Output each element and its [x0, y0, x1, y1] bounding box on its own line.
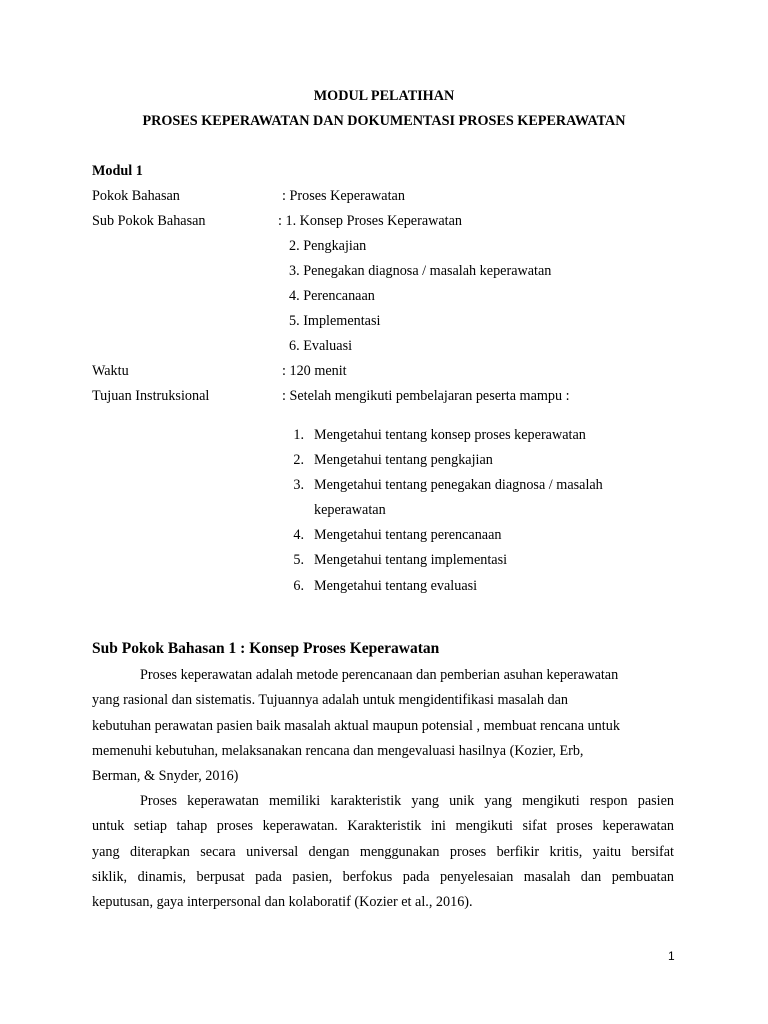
paragraph-line: kebutuhan perawatan pasien baik masalah aktual maupun potensial , membuat rencana untuk	[92, 717, 620, 734]
paragraph-line: Proses keperawatan adalah metode perencanaan dan pemberian asuhan keperawatan	[140, 667, 619, 683]
objective-number: 2.	[293, 452, 304, 468]
objective-number: 6.	[293, 578, 304, 594]
sub-pokok-item: : 1. Konsep Proses Keperawatan	[278, 213, 462, 229]
sub-pokok-item: 2. Pengkajian	[289, 238, 367, 254]
paragraph-line: Proses keperawatan memiliki karakteristik yang unik yang mengikuti respon pasien	[140, 793, 674, 809]
document-title: MODUL PELATIHAN	[313, 88, 455, 104]
objective-text: Mengetahui tentang konsep proses keperawatan	[314, 427, 586, 443]
objective-number: 3.	[293, 477, 304, 493]
paragraph-line: memenuhi kebutuhan, melaksanakan rencana dan mengevaluasi hasilnya (Kozier, Erb,	[92, 742, 584, 759]
paragraph-line: yang rasional dan sistematis. Tujuannya adalah untuk mengidentifikasi masalah dan	[92, 692, 568, 709]
objective-text: Mengetahui tentang evaluasi	[314, 578, 478, 594]
pokok-bahasan-label: Pokok Bahasan	[92, 188, 180, 204]
waktu-label: Waktu	[92, 363, 129, 379]
paragraph-line: siklik, dinamis, berpusat pada pasien, berfokus pada penyelesaian masalah dan pembuatan	[92, 868, 674, 885]
waktu-value: : 120 menit	[282, 363, 347, 379]
sub-pokok-item: 6. Evaluasi	[289, 338, 353, 354]
module-heading: Modul 1	[92, 163, 143, 179]
document-subtitle: PROSES KEPERAWATAN DAN DOKUMENTASI PROSES KEPERAWATAN	[142, 113, 626, 129]
paragraph-line: Berman, & Snyder, 2016)	[92, 768, 239, 785]
objective-text: Mengetahui tentang pengkajian	[314, 452, 493, 468]
page-number: 1	[668, 949, 675, 963]
tujuan-label: Tujuan Instruksional	[92, 388, 210, 404]
sub-pokok-item: 3. Penegakan diagnosa / masalah keperawatan	[289, 263, 552, 279]
paragraph-line: keputusan, gaya interpersonal dan kolaboratif (Kozier et al., 2016).	[92, 894, 473, 911]
paragraph	[92, 789, 674, 915]
objective-number: 1.	[293, 427, 304, 443]
sub-pokok-item: 5. Implementasi	[289, 313, 381, 329]
pokok-bahasan-value: : Proses Keperawatan	[282, 188, 405, 204]
section-heading: Sub Pokok Bahasan 1 : Konsep Proses Keperawatan	[92, 640, 440, 657]
objective-text: keperawatan	[314, 502, 386, 518]
sub-pokok-item: 4. Perencanaan	[289, 288, 375, 304]
objective-number: 4.	[293, 527, 304, 543]
objective-text: Mengetahui tentang penegakan diagnosa / masalah	[314, 477, 603, 493]
paragraph-line: untuk setiap tahap proses keperawatan. Karakteristik ini mengikuti sifat proses keperawatan	[92, 818, 674, 835]
objective-number: 5.	[293, 552, 304, 568]
objective-text: Mengetahui tentang perencanaan	[314, 527, 502, 543]
tujuan-value: : Setelah mengikuti pembelajaran peserta mampu :	[282, 388, 570, 404]
objective-text: Mengetahui tentang implementasi	[314, 552, 508, 568]
paragraph-line: yang diterapkan secara universal dengan menggunakan proses berfikir kritis, yaitu bersifat	[92, 843, 674, 860]
sub-pokok-bahasan-label: Sub Pokok Bahasan	[92, 213, 206, 229]
paragraph	[92, 663, 674, 789]
